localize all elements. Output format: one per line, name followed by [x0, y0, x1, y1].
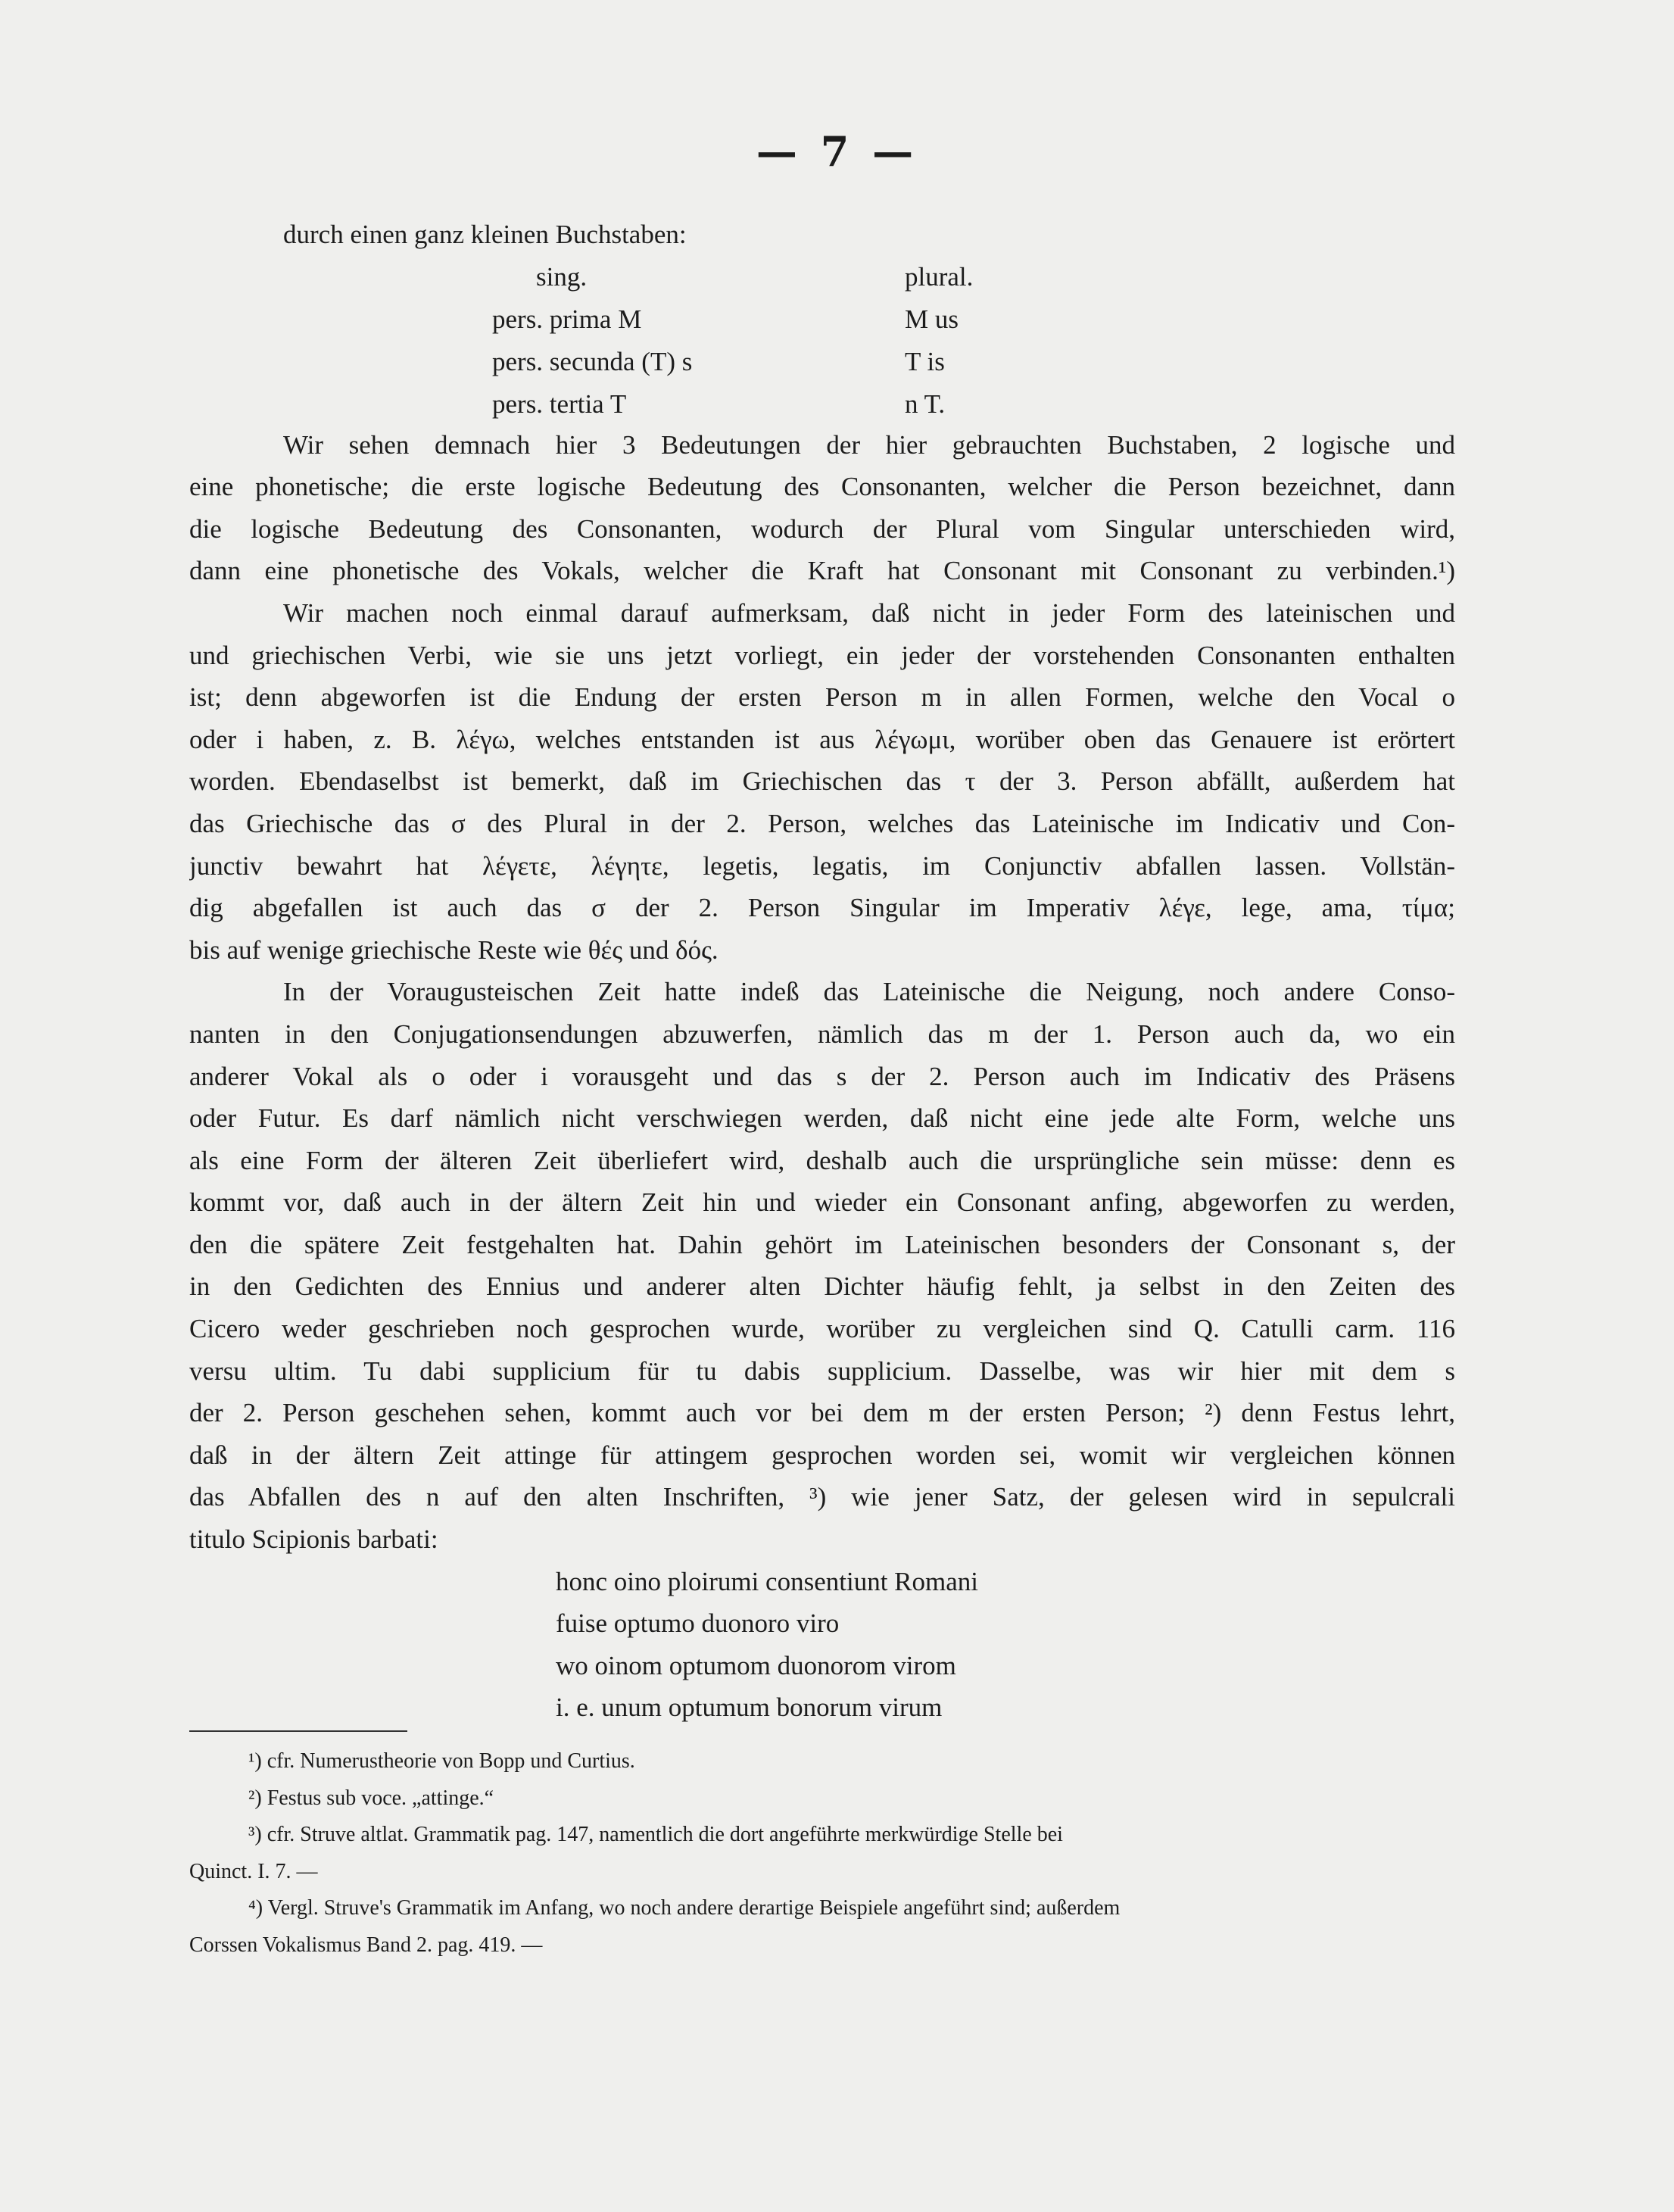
table-header-plural: plural.: [905, 261, 974, 292]
text-line: daß in der ältern Zeit attinge für attingem gesprochen worden sei, womit wir vergleichen können: [189, 1440, 1455, 1470]
text-line: versu ultim. Tu dabi supplicium für tu dabis supplicium. Dasselbe, was wir hier mit dem s: [189, 1356, 1455, 1386]
footnote: ³) cfr. Struve altlat. Grammatik pag. 147, namentlich die dort angeführte merkwürdige Stelle bei: [248, 1823, 1063, 1846]
text-line: In der Voraugusteischen Zeit hatte indeß das Lateinische die Neigung, noch andere Conso-: [283, 977, 1455, 1007]
footnotes: [189, 1743, 1455, 1964]
text-line: den die spätere Zeit festgehalten hat. Dahin gehört im Lateinischen besonders der Consonant s, der: [189, 1229, 1455, 1259]
text-line: dann eine phonetische des Vokals, welcher die Kraft hat Consonant mit Consonant zu verbinden.¹): [189, 556, 1455, 586]
text-line: die logische Bedeutung des Consonanten, wodurch der Plural vom Singular unterschieden wird,: [189, 513, 1455, 544]
footnote: Quinct. I. 7. —: [189, 1859, 318, 1883]
verse-line: wo oinom optumom duonorom virom: [556, 1650, 956, 1680]
footnote: ⁴) Vergl. Struve's Grammatik im Anfang, wo noch andere derartige Beispiele angeführt sind; außerdem: [248, 1896, 1121, 1920]
footnote: Corssen Vokalismus Band 2. pag. 419. —: [189, 1933, 543, 1957]
text-line: junctiv bewahrt hat λέγετε, λέγητε, legetis, legatis, im Conjunctiv abfallen lassen. Vollstän-: [189, 850, 1455, 881]
text-line: der 2. Person geschehen sehen, kommt auch vor bei dem m der ersten Person; ²) denn Festus lehrt,: [189, 1398, 1455, 1428]
table-row-plural: M us: [905, 304, 959, 334]
text-line: als eine Form der älteren Zeit überliefert wird, deshalb auch die ursprüngliche sein müsse: denn es: [189, 1145, 1455, 1175]
text-line: kommt vor, daß auch in der ältern Zeit hin und wieder ein Consonant anfing, abgeworfen zu werden,: [189, 1187, 1455, 1218]
footnote: ²) Festus sub voce. „attinge.“: [248, 1786, 494, 1810]
text-line: oder i haben, z. B. λέγω, welches entstanden ist aus λέγωμι, worüber oben das Genauere ist erörtert: [189, 724, 1455, 754]
text-line: dig abgefallen ist auch das σ der 2. Person Singular im Imperativ λέγε, lege, ama, τίμα;: [189, 893, 1455, 923]
conjugation-table: [189, 256, 1455, 424]
table-row-label: pers. prima M: [492, 304, 642, 334]
table-row-plural: T is: [905, 346, 945, 376]
table-row-plural: n T.: [905, 388, 946, 419]
body-text: [189, 214, 1455, 1729]
intro-line: durch einen ganz kleinen Buchstaben:: [283, 220, 687, 249]
text-line: anderer Vokal als o oder i vorausgeht und das s der 2. Person auch im Indicativ des Präsens: [189, 1061, 1455, 1091]
text-line: das Griechische das σ des Plural in der 2. Person, welches das Lateinische im Indicativ und Con-: [189, 808, 1455, 838]
text-line: worden. Ebendaselbst ist bemerkt, daß im Griechischen das τ der 3. Person abfällt, außerdem hat: [189, 766, 1455, 797]
text-line: und griechischen Verbi, wie sie uns jetzt vorliegt, ein jeder der vorstehenden Consonanten enthalten: [189, 640, 1455, 670]
text-line: ist; denn abgeworfen ist die Endung der ersten Person m in allen Formen, welche den Vocal o: [189, 682, 1455, 713]
verse-line: i. e. unum optumum bonorum virum: [556, 1693, 943, 1723]
table-row-label: pers. secunda (T) s: [492, 346, 693, 376]
footnote-rule: [189, 1730, 407, 1732]
verse-line: fuise optumo duonoro viro: [556, 1608, 840, 1639]
text-line: in den Gedichten des Ennius und anderer alten Dichter häufig fehlt, ja selbst in den Zeiten des: [189, 1271, 1455, 1302]
text-line: Wir sehen demnach hier 3 Bedeutungen der hier gebrauchten Buchstaben, 2 logische und: [283, 429, 1455, 460]
footnote: ¹) cfr. Numerustheorie von Bopp und Curtius.: [248, 1749, 635, 1773]
text-line: bis auf wenige griechische Reste wie θές und δός.: [189, 934, 719, 965]
text-line: Cicero weder geschrieben noch gesprochen wurde, worüber zu vergleichen sind Q. Catulli carm. 116: [189, 1314, 1455, 1344]
text-line: Wir machen noch einmal darauf aufmerksam, daß nicht in jeder Form des lateinischen und: [283, 597, 1455, 628]
verse-line: honc oino ploirumi consentiunt Romani: [556, 1566, 979, 1596]
page-number: — 7 —: [756, 127, 918, 176]
text-line: oder Futur. Es darf nämlich nicht verschwiegen werden, daß nicht eine jede alte Form, welche uns: [189, 1103, 1455, 1134]
table-header-sing: sing.: [536, 261, 588, 292]
text-line: das Abfallen des n auf den alten Inschriften, ³) wie jener Satz, der gelesen wird in sepulcrali: [189, 1482, 1455, 1512]
table-row-label: pers. tertia T: [492, 388, 627, 419]
text-line: eine phonetische; die erste logische Bedeutung des Consonanten, welcher die Person bezeichnet, dann: [189, 472, 1455, 502]
text-line: nanten in den Conjugationsendungen abzuwerfen, nämlich das m der 1. Person auch da, wo ein: [189, 1019, 1455, 1049]
text-line: titulo Scipionis barbati:: [189, 1524, 438, 1555]
